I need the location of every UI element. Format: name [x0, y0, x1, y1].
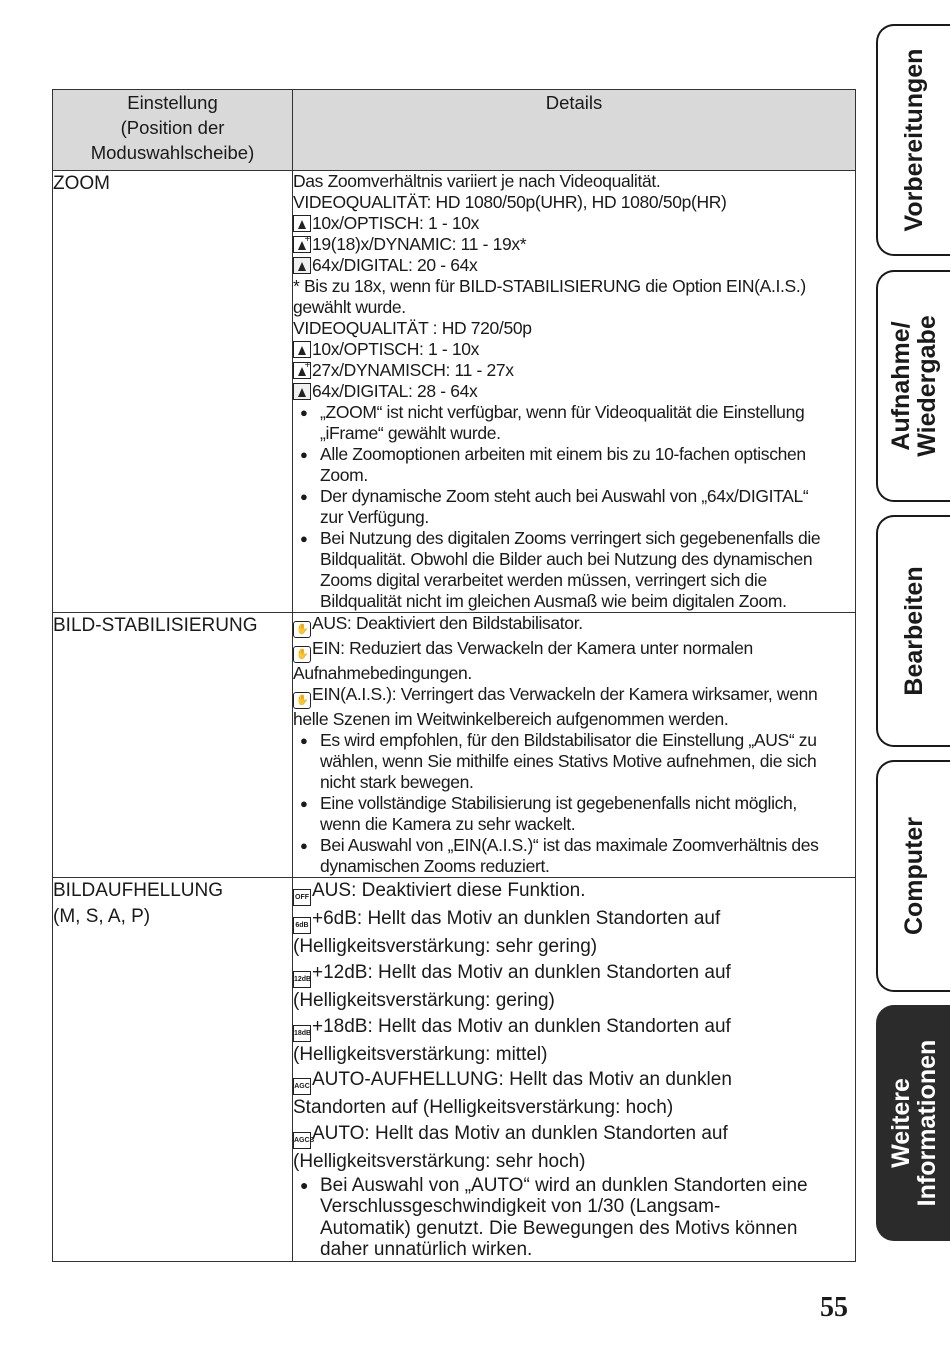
gain-agc-text: AUTO-AUFHELLUNG: Hellt das Motiv an dunklen: [312, 1069, 732, 1091]
list-item: [293, 835, 855, 877]
tab-bearbeiten[interactable]: [876, 515, 950, 747]
zoom-note-line1: * Bis zu 18x, wenn für BILD-STABILISIERUNG die Option EIN(A.I.S.): [293, 276, 806, 296]
dynamic-zoom-icon: [293, 236, 311, 253]
bullet-line: ● Bei Auswahl von „EIN(A.I.S.)“ ist das maximale Zoomverhältnis des: [320, 835, 819, 855]
bullet-line: Bildqualität nicht im gleichen Ausmaß wie beim digitalen Zoom.: [320, 591, 787, 611]
stabilizer-on-text-cont: Aufnahmebedingungen.: [293, 663, 472, 683]
list-item: [293, 486, 855, 528]
tab-vorbereitungen[interactable]: [876, 24, 950, 256]
gain-18db-icon: 18dB: [293, 1025, 311, 1042]
bullet-line: wenn die Kamera zu sehr wackelt.: [320, 814, 576, 834]
zoom-mode-a-digital: 64x/DIGITAL: 20 - 64x: [312, 255, 478, 275]
stabilizer-off-icon: ✋: [293, 621, 311, 638]
setting-name-stabilizer: BILD-STABILISIERUNG: [53, 613, 293, 878]
gain-18db-text: +18dB: Hellt das Motiv an dunklen Standorten auf: [312, 1015, 731, 1037]
gain-auto-text: AUTO: Hellt das Motiv an dunklen Standorten auf: [312, 1123, 728, 1145]
bullet-line: wählen, wenn Sie mithilfe eines Stativs Motive aufnehmen, die sich: [320, 751, 817, 771]
stabilizer-on-icon: ✋: [293, 646, 311, 663]
bullet-line: ● „ZOOM“ ist nicht verfügbar, wenn für Videoqualität die Einstellung: [320, 402, 805, 422]
table-row-stabilizer: [53, 613, 856, 878]
bullet-line: ● Der dynamische Zoom steht auch bei Auswahl von „64x/DIGITAL“: [320, 486, 809, 506]
bullet-line: Zoom.: [320, 465, 368, 485]
gain-12db-text: +12dB: Hellt das Motiv an dunklen Standorten auf: [312, 961, 731, 983]
zoom-quality-a: VIDEOQUALITÄT: HD 1080/50p(UHR), HD 1080/50p(HR): [293, 192, 727, 212]
bullet-line: Zooms digital verarbeitet werden müssen, verringert sich die: [320, 570, 767, 590]
bullet-line: Automatik) genutzt. Die Bewegungen des Motivs können: [320, 1217, 798, 1239]
tab-aufnahme-wiedergabe[interactable]: [876, 270, 950, 502]
zoom-mode-b-digital: 64x/DIGITAL: 28 - 64x: [312, 381, 478, 401]
bullet-line: ● Es wird empfohlen, für den Bildstabilisator die Einstellung „AUS“ zu: [320, 730, 817, 750]
header-setting-line2: (Position der: [120, 117, 225, 138]
tab-weitere-line2: Informationen: [913, 1039, 941, 1207]
tab-aufnahme-label: [888, 315, 940, 456]
zoom-note-line2: gewählt wurde.: [293, 297, 406, 317]
gain-18db-text-cont: (Helligkeitsverstärkung: mittel): [293, 1043, 548, 1065]
bullet-line: Bildqualität. Obwohl die Bilder auch bei Nutzung des dynamischen: [320, 549, 813, 569]
tab-bearbeiten-label: Bearbeiten: [900, 566, 928, 696]
header-details: Details: [293, 90, 856, 171]
zoom-mode-a-dynamic: 19(18)x/DYNAMIC: 11 - 19x*: [312, 234, 527, 254]
brightness-bullet-list: [293, 1175, 855, 1261]
gain-auto-icon: AGCS: [293, 1132, 311, 1149]
setting-name-brightness: [53, 878, 293, 1262]
gain-off-text: AUS: Deaktiviert diese Funktion.: [312, 880, 586, 901]
header-setting-line3: Moduswahlscheibe): [90, 142, 255, 163]
gain-6db-text: +6dB: Hellt das Motiv an dunklen Standorten auf: [312, 908, 721, 929]
header-setting-line1: Einstellung: [127, 92, 218, 113]
bullet-line: nicht stark bewegen.: [320, 772, 474, 792]
table-header-row: [53, 90, 856, 171]
optical-zoom-icon: [293, 341, 311, 358]
optical-zoom-icon: [293, 215, 311, 232]
tab-weitere-line1: Weitere: [887, 1078, 915, 1168]
list-item: [293, 730, 855, 793]
list-item: [293, 793, 855, 835]
details-stabilizer: [293, 613, 856, 878]
list-item: [293, 528, 855, 612]
brightness-name-line1: BILDAUFHELLUNG: [53, 880, 223, 901]
tab-weitere-label: [888, 1040, 940, 1207]
stabilizer-bullet-list: [293, 730, 855, 877]
digital-zoom-icon: [293, 257, 311, 274]
zoom-bullet-list: [293, 402, 855, 612]
list-item: [293, 402, 855, 444]
zoom-mode-b-optical: 10x/OPTISCH: 1 - 10x: [312, 339, 480, 359]
stabilizer-on-text: EIN: Reduziert das Verwackeln der Kamera unter normalen: [312, 638, 753, 658]
setting-name-zoom: ZOOM: [53, 171, 293, 613]
details-brightness: [293, 878, 856, 1262]
digital-zoom-icon: [293, 383, 311, 400]
stabilizer-ais-text-cont: helle Szenen im Weitwinkelbereich aufgenommen werden.: [293, 709, 729, 729]
zoom-mode-a-optical: 10x/OPTISCH: 1 - 10x: [312, 213, 480, 233]
list-item: [293, 1175, 855, 1261]
tab-computer-label: Computer: [900, 816, 928, 936]
page-number: 55: [820, 1292, 848, 1323]
table-row-brightness: [53, 878, 856, 1262]
bullet-line: zur Verfügung.: [320, 507, 429, 527]
stabilizer-off-text: AUS: Deaktiviert den Bildstabilisator.: [312, 613, 583, 633]
header-setting: [53, 90, 293, 171]
bullet-line: dynamischen Zooms reduziert.: [320, 856, 550, 876]
zoom-intro: Das Zoomverhältnis variiert je nach Videoqualität.: [293, 171, 661, 191]
tab-aufnahme-line1: Aufnahme/: [887, 321, 915, 451]
bullet-line: ● Bei Nutzung des digitalen Zooms verringert sich gegebenenfalls die: [320, 528, 821, 548]
table-row-zoom: [53, 171, 856, 613]
stabilizer-ais-icon: ✋: [293, 692, 311, 709]
bullet-line: ● Bei Auswahl von „AUTO“ wird an dunklen Standorten eine: [320, 1174, 808, 1196]
tab-weitere-informationen[interactable]: [876, 1005, 950, 1241]
gain-auto-text-cont: (Helligkeitsverstärkung: sehr hoch): [293, 1151, 586, 1173]
tab-aufnahme-line2: Wiedergabe: [913, 315, 941, 457]
zoom-quality-b: VIDEOQUALITÄT : HD 720/50p: [293, 318, 532, 338]
gain-12db-text-cont: (Helligkeitsverstärkung: gering): [293, 989, 555, 1011]
list-item: [293, 444, 855, 486]
gain-agc-icon: AGC: [293, 1078, 311, 1095]
stabilizer-ais-text: EIN(A.I.S.): Verringert das Verwackeln der Kamera wirksamer, wenn: [312, 684, 818, 704]
gain-6db-icon: 6dB: [293, 917, 311, 934]
tab-computer[interactable]: [876, 760, 950, 992]
bullet-line: „iFrame“ gewählt wurde.: [320, 423, 501, 443]
zoom-mode-b-dynamic: 27x/DYNAMISCH: 11 - 27x: [312, 360, 514, 380]
gain-12db-icon: 12dB: [293, 971, 311, 988]
tab-vorbereitungen-label: Vorbereitungen: [900, 48, 928, 232]
details-zoom: [293, 171, 856, 613]
gain-6db-text-cont: (Helligkeitsverstärkung: sehr gering): [293, 936, 598, 957]
settings-table: [52, 89, 856, 1262]
bullet-line: Verschlussgeschwindigkeit von 1/30 (Langsam-: [320, 1196, 721, 1218]
bullet-line: ● Alle Zoomoptionen arbeiten mit einem bis zu 10-fachen optischen: [320, 444, 806, 464]
brightness-name-line2: (M, S, A, P): [53, 906, 151, 927]
dynamic-zoom-icon: [293, 362, 311, 379]
bullet-line: ● Eine vollständige Stabilisierung ist gegebenenfalls nicht möglich,: [320, 793, 797, 813]
bullet-line: daher unnatürlich wirken.: [320, 1239, 533, 1261]
gain-agc-text-cont: Standorten auf (Helligkeitsverstärkung: hoch): [293, 1097, 674, 1119]
gain-off-icon: OFF: [293, 889, 311, 906]
